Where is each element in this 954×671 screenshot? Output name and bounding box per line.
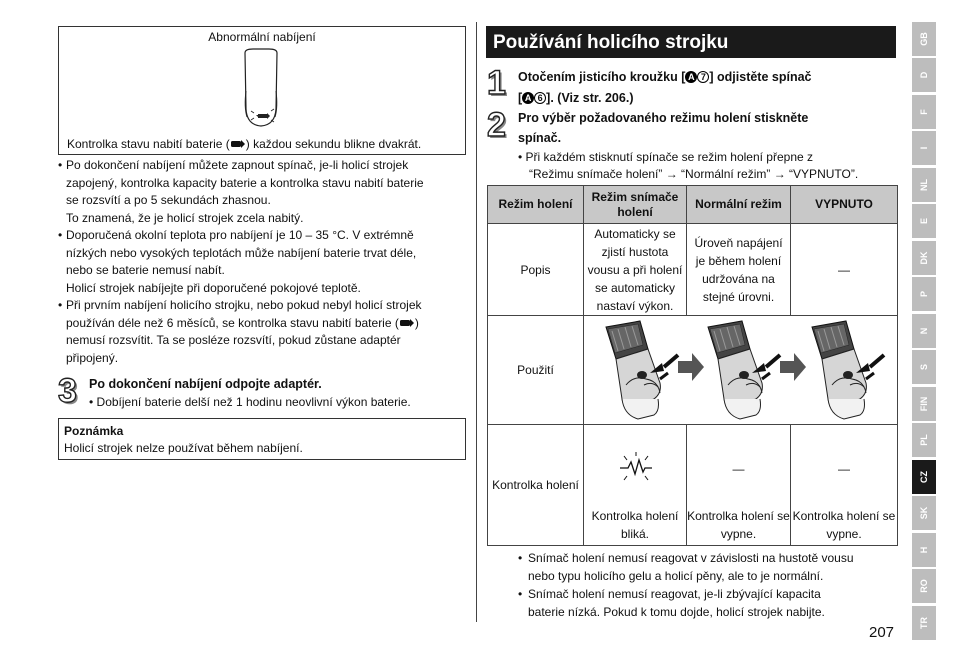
- column-divider: [476, 22, 477, 622]
- bullet-line: nemusí rozsvítit. Ta se posléze rozsvítí, pokud zůstane adaptér: [66, 333, 401, 348]
- tab-label: DK: [919, 251, 929, 265]
- header-normal-mode: Normální režim: [687, 186, 791, 224]
- step-1-text-a: Otočením jisticího kroužku [: [518, 70, 686, 84]
- tab-dk[interactable]: [912, 241, 936, 275]
- tab-label: N: [919, 327, 929, 335]
- step-3-sub: • Dobíjení baterie delší než 1 hodinu neovlivní výkon baterie.: [89, 395, 411, 409]
- header-off: VYPNUTO: [791, 186, 898, 224]
- section-heading: Používání holicího strojku: [486, 26, 896, 58]
- normal-indicator-caption: Kontrolka holení se vypne.: [687, 508, 790, 541]
- bullet-line: Holicí strojek nabíjejte při doporučené pokojové teplotě.: [66, 280, 361, 295]
- tab-p[interactable]: [912, 277, 936, 311]
- cell-off-indicator: [791, 425, 898, 546]
- tab-tr[interactable]: [912, 606, 936, 640]
- bullet-line: Doporučená okolní teplota pro nabíjení je 10 – 35 °C. V extrémně: [66, 228, 414, 242]
- step-1-line-2: [518, 89, 633, 108]
- tab-label: S: [919, 363, 929, 371]
- off-indicator-caption: Kontrolka holení se vypne.: [792, 508, 896, 541]
- tab-label: P: [919, 290, 929, 298]
- off-indicator-dash: —: [838, 461, 850, 476]
- battery-charge-icon: [230, 139, 246, 149]
- tab-label: H: [919, 546, 929, 554]
- tab-i[interactable]: [912, 131, 936, 165]
- bullet-line-end: ): [414, 315, 419, 330]
- cell-sensor-indicator: [584, 425, 687, 546]
- bullet-line: Při prvním nabíjení holicího strojku, nebo pokud nebyl holicí strojek: [66, 298, 422, 312]
- row-label-usage: Použití: [488, 316, 584, 425]
- step-2-sub-1: • Při každém stisknutí spínače se režim holení přepne z: [518, 150, 814, 164]
- step-3-title: Po dokončení nabíjení odpojte adaptér.: [89, 377, 322, 391]
- sensor-indicator-caption: Kontrolka holení bliká.: [591, 508, 679, 541]
- footnote-line: Snímač holení nemusí reagovat, je-li zbývající kapacita: [528, 587, 821, 601]
- step-1-text-b: ] odjistěte spínač: [709, 70, 812, 84]
- tab-label: SK: [919, 506, 929, 520]
- tab-s[interactable]: [912, 350, 936, 384]
- blinking-indicator-icon: [616, 450, 656, 484]
- tab-nl[interactable]: [912, 168, 936, 202]
- row-label-description: Popis: [488, 224, 584, 316]
- cell-normal-indicator: [687, 425, 791, 546]
- footnote-sensor-battery: • Snímač holení nemusí reagovat, je-li zbývající kapacita baterie nízká. Pokud k tomu dojde, holicí strojek nabijte.: [518, 586, 825, 621]
- header-mode: Režim holení: [488, 186, 584, 224]
- tab-sk[interactable]: [912, 496, 936, 530]
- tab-label: F: [919, 109, 929, 115]
- bullet-charging-done: • Po dokončení nabíjení můžete zapnout spínač, je-li holicí strojek zapojený, kontrolka kapacity baterie a kontrolka stavu nabití baterie se rozsvítí a po 5 sekundách zhasnou. To znamená, že je holicí strojek zcela nabitý.: [58, 157, 468, 227]
- row-label-indicator: Kontrolka holení: [488, 425, 584, 546]
- bullet-line: se rozsvítí a po 5 sekundách zhasnou.: [66, 193, 271, 208]
- badge-a-icon: A: [685, 71, 697, 83]
- battery-charge-icon: [399, 318, 415, 328]
- tab-label: RO: [919, 579, 929, 593]
- shaver-bottom-illustration: [241, 47, 281, 129]
- abnormal-charging-caption: [67, 137, 421, 151]
- footnote-line: baterie nízká. Pokud k tomu dojde, holicí strojek nabijte.: [528, 604, 825, 619]
- step-3-number: 3: [58, 372, 77, 410]
- usage-illustrations: [584, 316, 898, 425]
- bullet-temperature: • Doporučená okolní teplota pro nabíjení je 10 – 35 °C. V extrémně nízkých nebo vysokých teplotách může nabíjení baterie trvat déle, nebo se baterie nemusí nabít. Holicí strojek nabíjejte při doporučené pokojové teplotě.: [58, 227, 468, 297]
- footnote-line: Snímač holení nemusí reagovat v závislosti na hustotě vousu: [528, 551, 854, 565]
- usage-illustration-strip: [584, 317, 896, 423]
- step-2-line-2: spínač.: [518, 131, 562, 145]
- bullet-line: nízkých nebo vysokých teplotách může nabíjení baterie trvat déle,: [66, 245, 417, 260]
- step-1-text-c: [: [518, 91, 523, 105]
- bullet-line: Po dokončení nabíjení můžete zapnout spínač, je-li holicí strojek: [66, 158, 409, 172]
- tab-h[interactable]: [912, 533, 936, 567]
- cell-normal-description: Úroveň napájení je během holení udržována na stejné úrovni.: [687, 224, 791, 316]
- shaving-modes-table: [487, 185, 898, 546]
- tab-f[interactable]: [912, 95, 936, 129]
- tab-label: E: [919, 217, 929, 225]
- tab-d[interactable]: [912, 58, 936, 92]
- abnormal-charging-box: [58, 26, 466, 155]
- cell-off-description: —: [791, 224, 898, 316]
- note-title: Poznámka: [64, 424, 124, 438]
- table-row-description: [488, 224, 898, 316]
- tab-cz[interactable]: [912, 460, 936, 494]
- bullet-line: zapojený, kontrolka kapacity baterie a kontrolka stavu nabití baterie: [66, 175, 424, 190]
- note-text: Holicí strojek nelze používat během nabíjení.: [64, 441, 303, 455]
- tab-label: I: [919, 146, 929, 150]
- table-header-row: [488, 186, 898, 224]
- tab-fin[interactable]: [912, 387, 936, 421]
- badge-6-icon: 6: [534, 92, 546, 104]
- tab-label: FIN: [919, 396, 929, 412]
- step-1-line-1: [518, 68, 812, 87]
- step-1-text-d: ]. (Viz str. 206.): [546, 91, 634, 105]
- caption-text-end: ) každou sekundu blikne dvakrát.: [245, 137, 422, 151]
- tab-label: GB: [919, 32, 929, 46]
- footnote-line: nebo typu holicího gelu a holicí pěny, ale to je normální.: [528, 568, 824, 583]
- badge-7-icon: 7: [697, 71, 709, 83]
- step-2-number: 2: [487, 106, 506, 144]
- bullet-line: připojený.: [66, 350, 119, 365]
- tab-n[interactable]: [912, 314, 936, 348]
- cell-sensor-description: Automaticky se zjistí hustota vousu a při holení se automaticky nastaví výkon.: [584, 224, 687, 316]
- page-number: 207: [869, 624, 895, 641]
- tab-label: CZ: [919, 471, 929, 483]
- note-box: [58, 418, 466, 460]
- badge-a-icon: A: [522, 92, 534, 104]
- bullet-line-start: používán déle než 6 měsíců, se kontrolka stavu nabití baterie (: [66, 315, 399, 330]
- tab-gb[interactable]: [912, 22, 936, 56]
- step-2-line-1: Pro výběr požadovaného režimu holení stiskněte: [518, 111, 809, 125]
- step-1-number: 1: [487, 64, 506, 102]
- bullet-line: [58, 315, 468, 333]
- footnote-sensor-density: • Snímač holení nemusí reagovat v závislosti na hustotě vousu nebo typu holicího gelu a holicí pěny, ale to je normální.: [518, 550, 854, 585]
- caption-text-start: Kontrolka stavu nabití baterie (: [67, 137, 230, 151]
- step-2-sub-2: “Režimu snímače holení” → “Normální režim” → “VYPNUTO”.: [529, 167, 859, 181]
- bullet-line: nebo se baterie nemusí nabít.: [66, 263, 225, 278]
- normal-indicator-dash: —: [732, 461, 745, 476]
- header-sensor-mode: Režim snímače holení: [584, 186, 687, 224]
- tab-pl[interactable]: [912, 423, 936, 457]
- table-row-usage: [488, 316, 898, 425]
- bullet-first-charge: • Při prvním nabíjení holicího strojku, nebo pokud nebyl holicí strojek používán déle než 6 měsíců, se kontrolka stavu nabití baterie ( ) nemusí rozsvítit. Ta se posléze rozsvítí, pokud zůstane adaptér připojený.: [58, 297, 468, 367]
- tab-ro[interactable]: [912, 569, 936, 603]
- tab-label: TR: [919, 617, 929, 629]
- tab-label: NL: [919, 179, 929, 191]
- tab-label: D: [919, 71, 929, 79]
- bullet-line: To znamená, že je holicí strojek zcela nabitý.: [66, 210, 304, 225]
- tab-label: PL: [919, 434, 929, 446]
- tab-e[interactable]: [912, 204, 936, 238]
- abnormal-charging-title: Abnormální nabíjení: [208, 30, 316, 44]
- table-row-indicator: [488, 425, 898, 546]
